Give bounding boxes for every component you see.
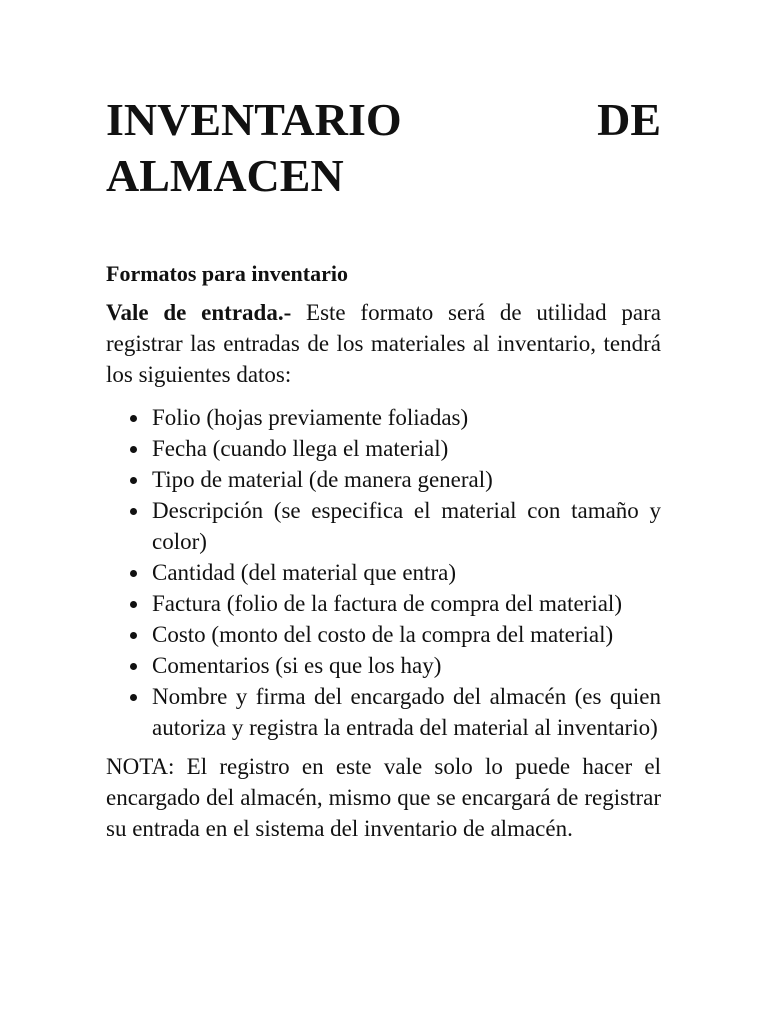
intro-bold-label: Vale de entrada.- [106,300,292,325]
list-item-text: Folio (hojas previamente foliadas) [152,405,469,430]
fields-list [106,402,661,743]
title-line-1 [106,92,661,148]
bullet-icon [130,570,137,577]
list-item [106,619,661,650]
bullet-icon [130,415,137,422]
document-title [106,92,661,204]
list-item [106,650,661,681]
bullet-icon [130,601,137,608]
note-paragraph: NOTA: El registro en este vale solo lo puede hacer el encargado del almacén, mismo que se encargará de registrar su entrada en el sistema del inventario de almacén. [106,754,661,841]
section-heading: Formatos para inventario [106,261,348,286]
bullet-icon [130,694,137,701]
intro-paragraph [106,297,661,390]
list-item [106,557,661,588]
list-item [106,681,661,743]
title-line-2: ALMACEN [106,150,344,201]
list-item-text: Cantidad (del material que entra) [152,560,456,585]
list-item-text: Comentarios (si es que los hay) [152,653,442,678]
bullet-icon [130,446,137,453]
list-item [106,433,661,464]
list-item [106,588,661,619]
bullet-icon [130,508,137,515]
list-item [106,495,661,557]
list-item-text: Tipo de material (de manera general) [152,467,493,492]
bullet-icon [130,477,137,484]
bullet-icon [130,663,137,670]
list-item-text: Factura (folio de la factura de compra del material) [152,591,622,616]
intro-text: Este formato será de utilidad para registrar las entradas de los materiales al inventario, tendrá los siguientes datos: [106,300,661,387]
title-word-de: DE [597,94,661,145]
bullet-icon [130,632,137,639]
title-word-inventario: INVENTARIO [106,94,402,145]
list-item [106,464,661,495]
document-page [106,92,661,844]
list-item-text: Descripción (se especifica el material con tamaño y color) [152,498,661,554]
list-item-text: Fecha (cuando llega el material) [152,436,449,461]
list-item-text: Costo (monto del costo de la compra del material) [152,622,614,647]
list-item-text: Nombre y firma del encargado del almacén (es quien autoriza y registra la entrada del material al inventario) [152,684,661,740]
list-item [106,402,661,433]
